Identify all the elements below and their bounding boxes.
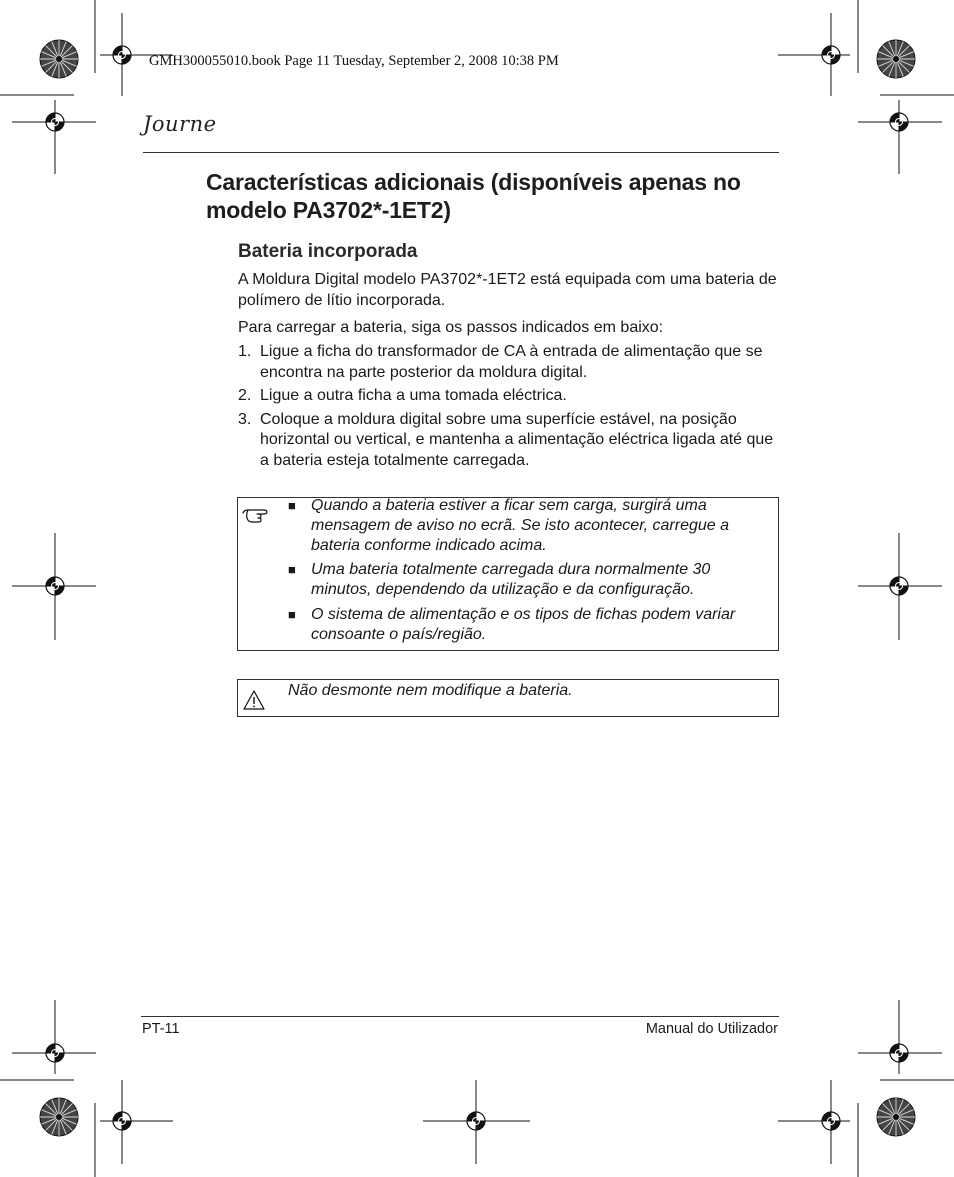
note-item xyxy=(288,560,774,600)
bullet-marker: ■ xyxy=(288,562,296,577)
step-item xyxy=(238,342,783,383)
step-number: 3. xyxy=(238,410,252,428)
note-text: Uma bateria totalmente carregada dura normalmente 30 minutos, dependendo da utilização e da configuração. xyxy=(311,561,711,598)
note-text: O sistema de alimentação e os tipos de fichas podem variar consoante o país/região. xyxy=(311,606,736,643)
warning-text: Não desmonte nem modifique a bateria. xyxy=(288,682,573,699)
bullet-marker: ■ xyxy=(288,607,296,622)
instructions-lead: Para carregar a bateria, siga os passos indicados em baixo: xyxy=(238,319,664,336)
step-text: Ligue a outra ficha a uma tomada eléctrica. xyxy=(260,387,567,404)
warning-box xyxy=(237,679,779,717)
step-number: 1. xyxy=(238,343,252,360)
header-divider xyxy=(143,152,779,153)
step-item xyxy=(238,410,783,472)
step-number: 2. xyxy=(238,387,252,404)
note-box xyxy=(237,497,779,651)
step-text: Coloque a moldura digital sobre uma superfície estável, na posição horizontal ou vertical, e mantenha a alimentação eléctrica ligada até que a bateria esteja totalmente carregada. xyxy=(260,410,774,469)
page-title: Características adicionais (disponíveis apenas no modelo PA3702*-1ET2) xyxy=(206,169,741,223)
note-item xyxy=(288,605,774,645)
steps-list xyxy=(238,342,783,474)
step-text: Ligue a ficha do transformador de CA à entrada de alimentação que se encontra na parte posterior da moldura digital. xyxy=(260,343,763,381)
intro-paragraph: A Moldura Digital modelo PA3702*-1ET2 está equipada com uma bateria de polímero de lítio incorporada. xyxy=(238,271,777,309)
note-text: Quando a bateria estiver a ficar sem carga, surgirá uma mensagem de aviso no ecrã. Se isto acontecer, carregue a bateria conforme indicado acima. xyxy=(311,497,730,554)
manual-name: Manual do Utilizador xyxy=(645,1021,778,1037)
warning-triangle-icon xyxy=(242,689,266,711)
print-header: GMH300055010.book Page 11 Tuesday, September 2, 2008 10:38 PM xyxy=(149,53,559,69)
section-heading: Bateria incorporada xyxy=(238,241,418,262)
note-item xyxy=(288,496,774,556)
pointing-hand-icon xyxy=(242,506,272,524)
footer-divider xyxy=(141,1016,779,1017)
bullet-marker: ■ xyxy=(288,498,296,513)
page-number: PT-11 xyxy=(142,1021,180,1037)
step-item xyxy=(238,386,783,407)
brand-logo: Journe xyxy=(143,112,217,136)
